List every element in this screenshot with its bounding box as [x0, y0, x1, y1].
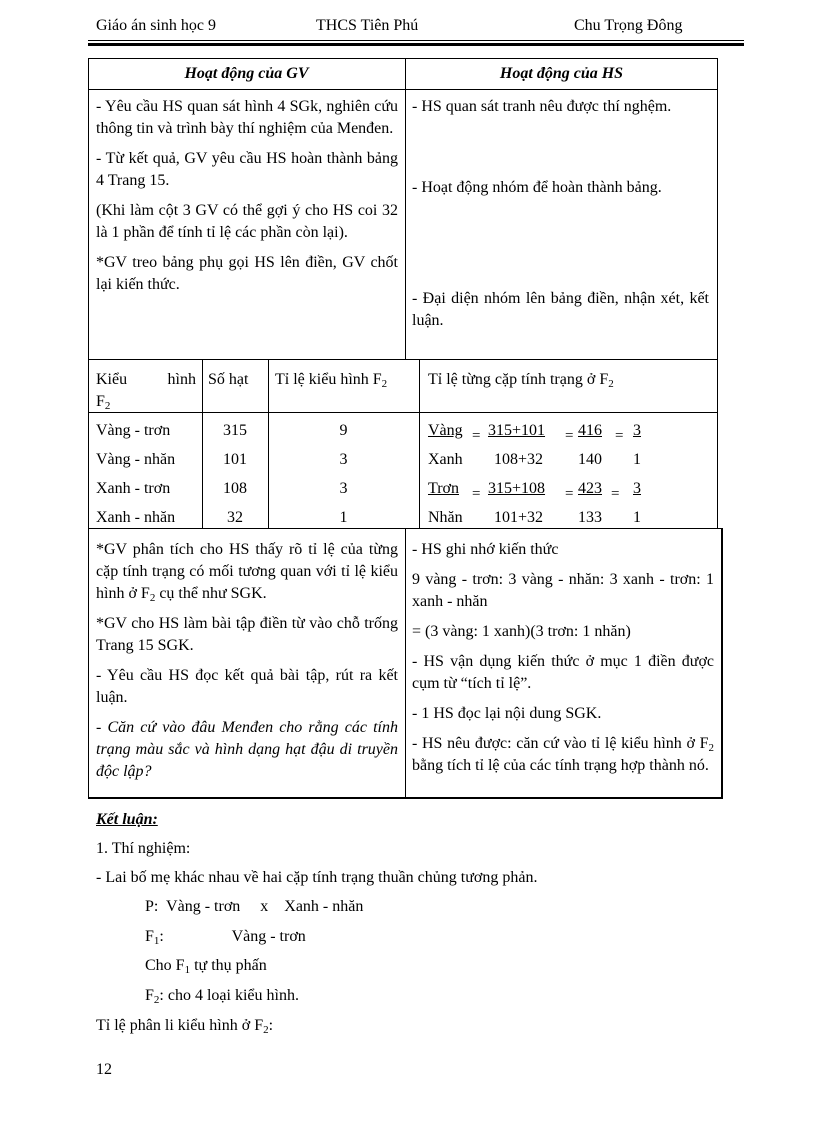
- ratio2-eq: =: [472, 486, 481, 502]
- ratio2-num-label: Trơn: [428, 480, 459, 497]
- ratio1-den-sum: 108+32: [494, 451, 544, 468]
- conclusion-self-pollinate: [145, 955, 267, 977]
- th-f-sub: 2: [104, 400, 111, 412]
- ratio1-num-total: 416: [578, 422, 602, 439]
- data-table-left-border: [88, 360, 89, 528]
- ratio2-num-sum: 315+108: [488, 480, 546, 497]
- ratio1-eq: =: [615, 428, 624, 444]
- hs2-answer-text: - HS nêu được: căn cứ vào tỉ lệ kiểu hình ở F: [412, 735, 709, 752]
- conclusion-f2: [145, 985, 299, 1007]
- th-ti-le-kieu-hinh: [275, 369, 387, 391]
- hs-activity-2: - Hoạt động nhóm để hoàn thành bảng.: [412, 179, 662, 196]
- col-header-hs: Hoạt động của HS: [499, 65, 624, 82]
- header-rule-thick: [88, 43, 744, 46]
- row-kieu: Vàng - trơn: [96, 422, 171, 439]
- ratio1-den-result: 1: [633, 451, 641, 468]
- th-ti-le-sub: 2: [381, 378, 388, 390]
- ratio-colon: :: [268, 1017, 274, 1034]
- row-so: 101: [223, 451, 247, 468]
- activity-table-1-header-rule: [88, 89, 718, 90]
- data-table-col-rule: [419, 360, 420, 528]
- ratio1-eq: =: [565, 428, 574, 444]
- self-pollinate-tail: tự thụ phấn: [190, 957, 267, 974]
- th-kieu-word: Kiểu: [96, 371, 128, 388]
- row-kieu: Vàng - nhăn: [96, 451, 176, 468]
- gv-activities-2: [96, 539, 398, 791]
- hs2-item: - 1 HS đọc lại nội dung SGK.: [412, 705, 602, 722]
- conclusion-cross: P: Vàng - trơn x Xanh - nhăn: [145, 898, 364, 915]
- conclusion-ratio: [96, 1015, 273, 1037]
- ratio2-den-sum: 101+32: [494, 509, 544, 526]
- ratio2-eq: =: [611, 486, 620, 502]
- row-kieu: Xanh - nhăn: [96, 509, 176, 526]
- header-author: Chu Trọng Đông: [574, 17, 683, 34]
- ratio1-num-sum: 315+101: [488, 422, 546, 439]
- header-subject: Giáo án sinh học 9: [96, 17, 216, 34]
- ratio2-num-total: 423: [578, 480, 602, 497]
- conclusion-title: Kết luận:: [96, 811, 158, 828]
- activity-table-2-divider: [405, 528, 406, 799]
- row-tile: 3: [339, 480, 348, 497]
- gv2-item-question: - Căn cứ vào đâu Menđen cho rằng các tính trạng màu sắc và hình dạng hạt đậu di truyền độc lập?: [96, 719, 398, 780]
- gv2-item-exercise: *GV cho HS làm bài tập điền từ vào chỗ trống Trang 15 SGK.: [96, 615, 398, 654]
- activity-table-1-divider: [405, 58, 406, 360]
- hs2-item: - HS vận dụng kiến thức ở mục 1 điền được cụm từ “tích tỉ lệ”.: [412, 653, 714, 692]
- row-tile: 9: [339, 422, 348, 439]
- ratio1-num-result: 3: [633, 422, 641, 439]
- ratio1-den-total: 140: [578, 451, 602, 468]
- gv2-item-analysis-tail: cụ thể như SGK.: [155, 585, 267, 602]
- hs-activity-3: - Đại diện nhóm lên bảng điền, nhận xét, kết luận.: [412, 290, 709, 329]
- page-number: 12: [96, 1061, 112, 1078]
- gv2-item-conclude: - Yêu cầu HS đọc kết quả bài tập, rút ra kết luận.: [96, 667, 398, 706]
- row-tile: 3: [339, 451, 348, 468]
- data-table-right-border: [717, 360, 718, 528]
- gv-item: (Khi làm cột 3 GV có thể gợi ý cho HS coi 32 là 1 phần để tính tỉ lệ các phần còn lại).: [96, 202, 398, 241]
- hs2-answer-tail: bằng tích tỉ lệ của các tính trạng hợp thành nó.: [412, 757, 709, 774]
- th-cap-text: Tỉ lệ từng cặp tính trạng ở F: [428, 371, 609, 388]
- header-school: THCS Tiên Phú: [316, 17, 419, 34]
- th-cap-sub: 2: [608, 378, 614, 390]
- conclusion-line: 1. Thí nghiệm:: [96, 840, 191, 857]
- row-tile: 1: [339, 509, 348, 526]
- th-hinh-word: hình: [167, 371, 196, 388]
- f2-text: : cho 4 loại kiểu hình.: [159, 987, 299, 1004]
- gv2-item-analysis-text: *GV phân tích cho HS thấy rõ tỉ lệ của từng cặp tính trạng có mối tương quan với tỉ lệ kiểu hình ở F: [96, 541, 398, 602]
- ratio2-den-total: 133: [578, 509, 602, 526]
- gv2-item-analysis: [96, 539, 398, 605]
- header-rule-thin: [88, 40, 744, 41]
- gv-activities-1: [96, 96, 398, 304]
- f1-letter: F: [145, 928, 154, 945]
- f1-text: : Vàng - trơn: [159, 928, 306, 945]
- f2-sub: 2: [153, 994, 160, 1006]
- th-ti-le-cap: [428, 369, 614, 391]
- hs2-item: - HS ghi nhớ kiến thức: [412, 541, 559, 558]
- ratio2-eq: =: [565, 486, 574, 502]
- row-so: 32: [227, 509, 243, 526]
- hs2-item-answer: [412, 733, 714, 777]
- gv-item: - Từ kết quả, GV yêu cầu HS hoàn thành bảng 4 Trang 15.: [96, 150, 398, 189]
- ratio2-den-label: Nhăn: [428, 509, 463, 526]
- row-kieu: Xanh - trơn: [96, 480, 171, 497]
- ratio1-eq: =: [472, 428, 481, 444]
- th-ti-le-text: Tỉ lệ kiểu hình F: [275, 371, 382, 388]
- gv-item: *GV treo bảng phụ gọi HS lên điền, GV chốt lại kiến thức.: [96, 254, 398, 293]
- ratio2-num-result: 3: [633, 480, 641, 497]
- self-pollinate-sub: 1: [184, 964, 191, 976]
- row-so: 315: [223, 422, 247, 439]
- th-f-letter: F: [96, 393, 105, 410]
- self-pollinate-text: Cho F: [145, 957, 185, 974]
- col-header-gv: Hoạt động của GV: [184, 65, 309, 82]
- th-kieu-hinh: [96, 369, 196, 413]
- f2-letter: F: [145, 987, 154, 1004]
- hs2-item: = (3 vàng: 1 xanh)(3 trơn: 1 nhăn): [412, 623, 631, 640]
- gv-item: - Yêu cầu HS quan sát hình 4 SGk, nghiên cứu thông tin và trình bày thí nghiệm của Menđen.: [96, 98, 398, 137]
- th-so-hat: Số hạt: [208, 371, 249, 388]
- ratio2-den-result: 1: [633, 509, 641, 526]
- hs2-item: 9 vàng - trơn: 3 vàng - nhăn: 3 xanh - trơn: 1 xanh - nhăn: [412, 571, 714, 610]
- hs-activity-1: - HS quan sát tranh nêu được thí nghệm.: [412, 98, 672, 115]
- f1-sub: 1: [153, 935, 160, 947]
- ratio1-num-label: Vàng: [428, 422, 463, 439]
- hs2-answer-sub: 2: [708, 742, 714, 754]
- ratio1-den-label: Xanh: [428, 451, 463, 468]
- hs-activities-2: [412, 539, 714, 785]
- ratio-sub: 2: [263, 1024, 269, 1036]
- ratio-text: Tỉ lệ phân li kiểu hình ở F: [96, 1017, 264, 1034]
- conclusion-f1: [145, 926, 306, 948]
- row-so: 108: [223, 480, 247, 497]
- conclusion-line: - Lai bố mẹ khác nhau về hai cặp tính trạng thuần chủng tương phản.: [96, 869, 538, 886]
- gv2-item-analysis-sub: 2: [149, 592, 156, 604]
